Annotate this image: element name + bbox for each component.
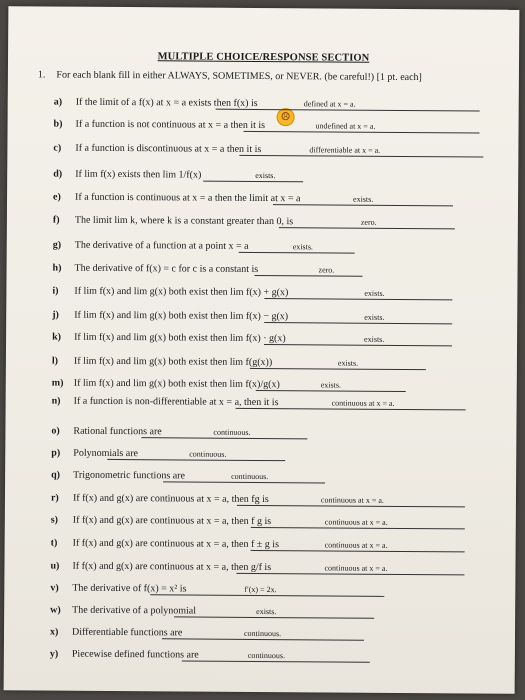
answer-blank — [162, 638, 364, 640]
crying-face-icon: ☹ — [277, 108, 295, 126]
answer-blank — [107, 459, 285, 461]
answer-blank — [236, 573, 464, 576]
instruction-text: For each blank fill in either ALWAYS, SOMETIMES, or NEVER. (be careful!) [1 pt. each] — [56, 69, 422, 84]
answer-blank — [256, 390, 406, 392]
question-label: c) — [53, 142, 62, 154]
answer-blank — [163, 481, 325, 483]
answer-text: exists. — [364, 334, 385, 344]
question-text: If the limit of a f(x) at x = a exists then f(x) is — [75, 96, 258, 109]
question-label: b) — [53, 118, 63, 130]
question-text: If f(x) and g(x) are continuous at x = a, then fg is — [72, 492, 269, 506]
answer-blank — [279, 227, 455, 229]
answer-blank — [182, 660, 370, 662]
question-label: u) — [50, 560, 60, 572]
answer-text: continuous at x = a. — [320, 495, 384, 505]
question-label: d) — [53, 168, 63, 180]
question-label: x) — [49, 626, 59, 638]
answer-text: continuous at x = a. — [324, 540, 388, 550]
question-label: s) — [50, 514, 59, 526]
question-text: The derivative of a polynomial — [72, 604, 197, 617]
question-text: The derivative of f(x) = x² is — [72, 582, 187, 595]
question-label: k) — [52, 331, 62, 343]
question-label: h) — [52, 262, 62, 274]
answer-blank — [237, 505, 465, 508]
question-label: v) — [50, 582, 59, 594]
question-label: i) — [52, 285, 59, 297]
question-label: j) — [52, 309, 59, 321]
answer-blank — [216, 109, 480, 112]
answer-blank — [236, 408, 466, 411]
answer-blank — [264, 298, 452, 300]
answer-text: exists. — [353, 194, 374, 204]
answer-text: exists. — [364, 312, 385, 322]
question-label: f) — [52, 214, 60, 226]
instruction-number: 1. — [37, 69, 46, 81]
question-text: If a function is not continuous at x = a then it is — [75, 118, 266, 132]
question-label: q) — [51, 469, 61, 481]
answer-blank — [150, 594, 384, 597]
answer-text: zero. — [360, 217, 377, 227]
question-text: The derivative of a function at a point x = a — [74, 239, 249, 252]
answer-blank — [264, 322, 452, 324]
answer-blank — [251, 550, 465, 552]
question-label: o) — [51, 425, 60, 437]
question-text: The limit lim k, where k is a constant greater than 0, is — [74, 214, 294, 228]
question-label: r) — [50, 492, 59, 504]
question-text: The derivative of f(x) = c for c is a constant is — [74, 262, 259, 275]
answer-text: continuous. — [213, 427, 251, 437]
answer-blank — [141, 437, 307, 439]
question-text: If a function is discontinuous at x = a then it is — [75, 142, 262, 155]
question-label: t) — [50, 537, 58, 549]
question-text: If lim f(x) and lim g(x) both exist then lim f(g(x)) — [73, 355, 273, 369]
worksheet-paper — [4, 6, 520, 694]
answer-blank — [255, 275, 363, 277]
answer-blank — [273, 204, 453, 206]
answer-text: continuous at x = a. — [324, 563, 388, 573]
question-text: If f(x) and g(x) are continuous at x = a, then f g is — [72, 514, 272, 528]
instruction-line — [38, 69, 422, 83]
answer-text: defined at x = a. — [303, 99, 356, 109]
question-text: If lim f(x) and lim g(x) both exist then lim f(x) + g(x) — [74, 285, 289, 299]
question-text: Piecewise defined functions are — [71, 648, 199, 661]
answer-blank — [244, 131, 480, 134]
question-label: n) — [51, 395, 61, 407]
question-label: l) — [51, 355, 59, 367]
answer-text: f′(x) = 2x. — [244, 584, 277, 595]
question-label: w) — [50, 604, 61, 616]
answer-blank — [174, 616, 374, 618]
answer-text: zero. — [318, 265, 335, 275]
answer-text: continuous. — [247, 650, 286, 661]
question-text: Rational functions are — [73, 425, 162, 438]
answer-text: continuous. — [231, 471, 269, 482]
answer-text: exists. — [337, 358, 359, 368]
answer-text: exists. — [292, 242, 313, 252]
answer-blank — [264, 344, 452, 346]
answer-text: continuous. — [243, 628, 282, 639]
question-label: a) — [53, 96, 63, 108]
answer-text: exists. — [320, 380, 342, 390]
answer-text: continuous. — [189, 449, 227, 459]
answer-blank — [251, 527, 465, 529]
question-text: If a function is non-differentiable at x = a, then it is — [73, 395, 279, 409]
question-text: If lim f(x) and lim g(x) both exist then lim f(x)/g(x) — [73, 377, 280, 391]
answer-blank — [250, 368, 426, 370]
question-label: y) — [49, 648, 59, 660]
question-label: e) — [53, 191, 61, 203]
answer-text: differentiable at x = a. — [309, 145, 381, 155]
question-text: Polynomials are — [73, 447, 139, 460]
answer-text: exists. — [256, 606, 277, 617]
question-label: m) — [51, 377, 64, 389]
question-text: If lim f(x) and lim g(x) both exist then lim f(x) − g(x) — [74, 309, 289, 323]
answer-text: continuous at x = a. — [331, 398, 395, 408]
question-text: Differentiable functions are — [71, 626, 183, 639]
question-text: If a function is continuous at x = a then the limit at x = a — [75, 191, 301, 205]
answer-blank — [239, 155, 483, 158]
answer-blank — [239, 252, 355, 254]
answer-text: exists. — [364, 288, 385, 298]
answer-blank — [203, 181, 303, 183]
answer-text: exists. — [255, 170, 276, 181]
section-title: MULTIPLE CHOICE/RESPONSE SECTION — [157, 51, 370, 64]
question-label: g) — [52, 239, 62, 251]
question-text: If lim f(x) and lim g(x) both exist then lim f(x) · g(x) — [74, 331, 286, 345]
answer-text: continuous at x = a. — [324, 517, 388, 527]
answer-text: undefined at x = a. — [315, 121, 376, 131]
question-label: p) — [51, 447, 61, 459]
question-text: If f(x) and g(x) are continuous at x = a, then g/f is — [72, 560, 272, 574]
question-text: Trigonometric functions are — [73, 469, 186, 482]
question-text: If f(x) and g(x) are continuous at x = a, then f ± g is — [72, 537, 280, 551]
question-text: If lim f(x) exists then lim 1/f(x) — [75, 168, 202, 181]
